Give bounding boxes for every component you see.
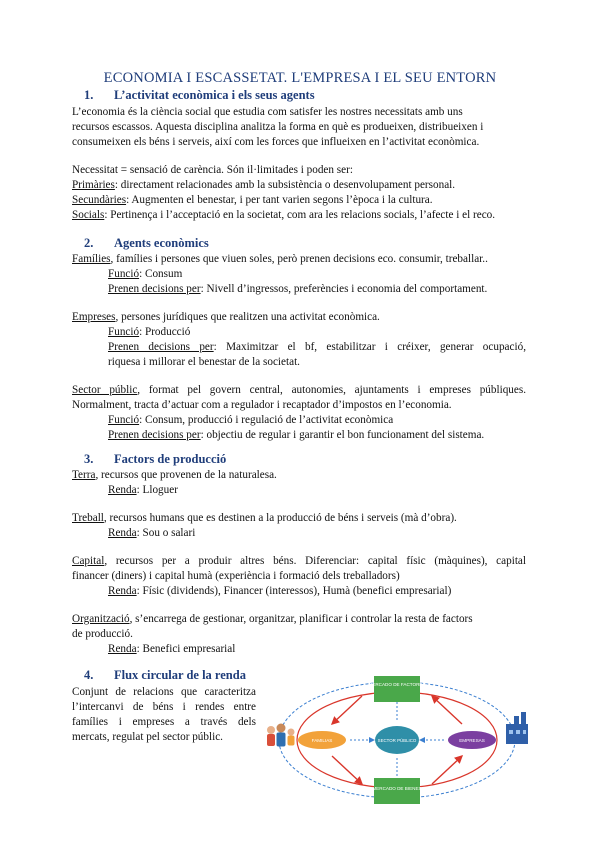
firms-label: EMPRESAS: [459, 738, 485, 743]
capital-income: Renda: Físic (dividends), Financer (interessos), Humà (benefici empresarial): [108, 585, 452, 597]
family-people-icon: [267, 724, 295, 747]
need-primary: Primàries: directament relacionades amb la subsistència o desenvolupament personal.: [72, 179, 456, 191]
flux-line: l’intercanvi de béns i rendes entre: [72, 701, 256, 713]
paragraph-line: consumeixen els béns i serveis, així com les forces que influeixen en l’activitat econòmica.: [72, 136, 480, 148]
agent-firms: Empreses, persones jurídiques que realitzen una activitat econòmica.: [72, 311, 380, 323]
paragraph-line: recursos escassos. Aquesta disciplina analitza la forma en què es produeixen, distribueixen i: [72, 121, 484, 133]
need-definition: Necessitat = sensació de carència. Són il·limitades i poden ser:: [72, 164, 353, 176]
flux-line: famílies i empreses a través dels: [72, 716, 256, 728]
document-title: ECONOMIA I ESCASSETAT. L'EMPRESA I EL SEU ENTORN: [103, 70, 497, 86]
flow-arrow: [432, 756, 462, 784]
need-social: Socials: Pertinença i l’acceptació en la societat, com ara les relacions socials, l’afecte i el reco.: [72, 209, 496, 221]
capital-cont: financer (diners) i capital humà (experiència i formació dels treballadors): [72, 570, 400, 582]
organization-income: Renda: Benefici empresarial: [108, 643, 236, 655]
paragraph-line: L’economia és la ciència social que estudia com satisfer les nostres necessitats amb uns: [72, 106, 463, 118]
section-heading-1: [84, 88, 315, 103]
market-goods-label: MERCADO DE BIENES: [372, 786, 422, 791]
section-heading-3: 3. Factors de producció: [84, 452, 227, 466]
families-decisions: Prenen decisions per: Nivell d’ingressos, preferències i economia del comportament.: [108, 283, 488, 295]
agent-families: Famílies, famílies i persones que viuen soles, però prenen decisions eco. consumir, treballar..: [72, 253, 488, 265]
flux-line: mercats, regulat pel sector públic.: [72, 731, 223, 743]
factor-capital: Capital, recursos per a produir altres béns. Diferenciar: capital físic (màquines), capital: [72, 555, 526, 567]
section-heading-4: 4. Flux circular de la renda: [84, 668, 246, 682]
families-label: FAMILIAS: [311, 738, 333, 743]
public-sector-label: SECTOR PÚBLICO: [377, 738, 417, 743]
section-heading-2: 2. Agents econòmics: [84, 236, 209, 250]
factor-labour: Treball, recursos humans que es destinen a la producció de béns i serveis (mà d’obra).: [72, 512, 457, 524]
need-secondary: Secundàries: Augmenten el benestar, i per tant varien segons l’època i la cultura.: [72, 194, 433, 206]
public-sector-cont: Normalment, tracta d’actuar com a regulador i recaptador d’impostos en l’economia.: [72, 399, 452, 411]
factor-land: Terra, recursos que provenen de la naturalesa.: [72, 469, 277, 481]
market-factors-label: MERCADO DE FACTORES: [368, 682, 426, 687]
circular-flow-diagram: [262, 672, 532, 807]
flow-arrow: [332, 756, 362, 784]
firms-decisions: Prenen decisions per: Maximitzar el bf, estabilitzar i créixer, generar ocupació,: [108, 341, 526, 353]
market-factors-box: [374, 676, 420, 702]
public-function: Funció: Consum, producció i regulació de l’activitat econòmica: [108, 414, 394, 426]
section-title: L’activitat econòmica i els seus agents: [114, 88, 315, 102]
market-goods-box: [374, 778, 420, 804]
land-income: Renda: Lloguer: [108, 484, 178, 496]
section-number: 1.: [84, 88, 94, 102]
flux-line: Conjunt de relacions que caracteritza: [72, 686, 256, 698]
public-decisions: Prenen decisions per: objectiu de regular i garantir el bon funcionament del sistema.: [108, 429, 485, 441]
flow-arrow: [332, 696, 362, 724]
factor-organization: Organització, s’encarrega de gestionar, organitzar, planificar i controlar la resta de factors: [72, 613, 473, 625]
labour-income: Renda: Sou o salari: [108, 527, 196, 539]
flow-arrow: [432, 696, 462, 724]
organization-cont: de producció.: [72, 628, 133, 640]
firms-function: Funció: Producció: [108, 326, 191, 338]
factory-icon: [506, 712, 528, 744]
agent-public-sector: Sector públic, format pel govern central, autonomies, ajuntaments i empreses públiques.: [72, 384, 526, 396]
firms-decisions-cont: riquesa i millorar el benestar de la societat.: [108, 356, 300, 368]
families-function: Funció: Consum: [108, 268, 183, 280]
